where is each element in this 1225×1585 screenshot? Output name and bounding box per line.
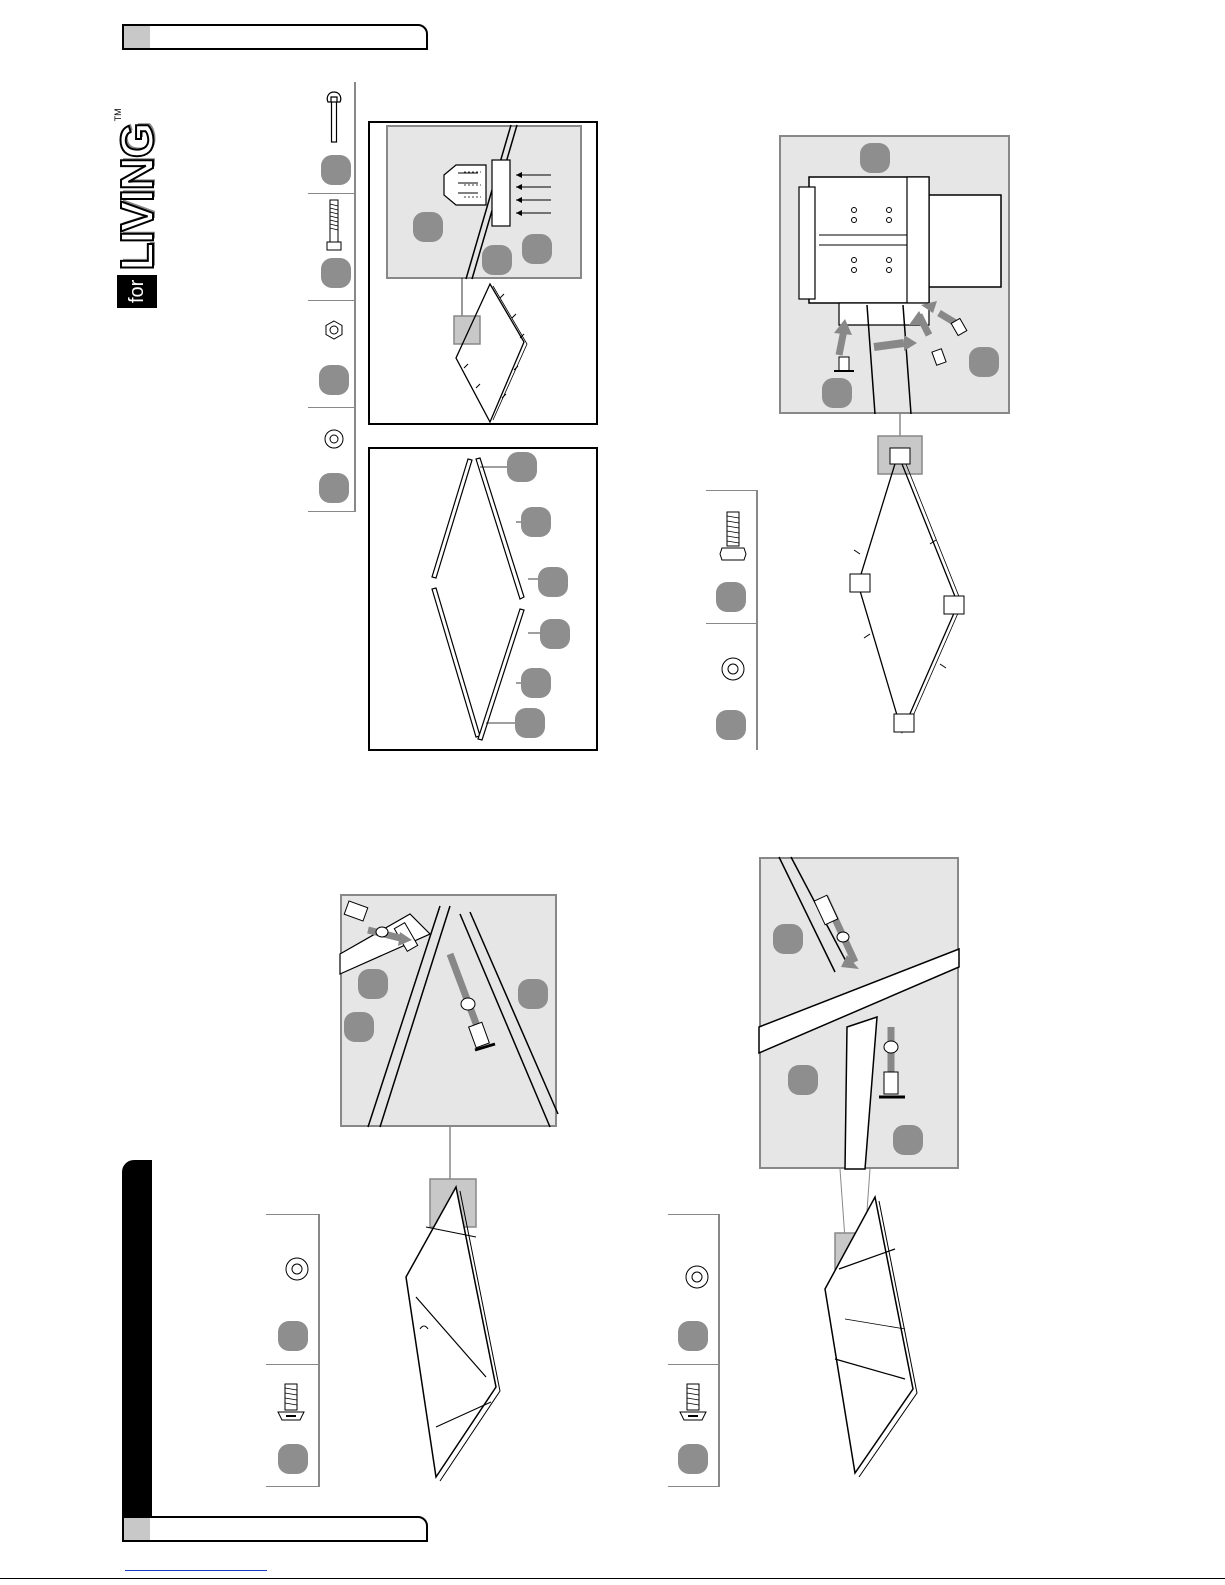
- callout-step3-bolt: [716, 582, 746, 612]
- brand-logo: [113, 78, 161, 308]
- washer-icon: [720, 656, 746, 682]
- callout-part-6: [515, 708, 545, 738]
- wrench-icon: [322, 88, 346, 148]
- footer-link-underline[interactable]: [125, 1570, 267, 1571]
- step2-parts-drawing: [368, 447, 598, 751]
- callout-part-3: [538, 567, 568, 597]
- callout-step5-part-c: [893, 1125, 923, 1155]
- callout-step4-part-a: [358, 969, 388, 999]
- bolt-icon: [326, 198, 342, 254]
- footer-tab: [122, 1516, 428, 1542]
- callout-step5-part-a: [773, 924, 803, 954]
- strip-divider: [266, 1486, 320, 1487]
- callout-step5-screw: [678, 1444, 708, 1474]
- strip-divider: [706, 490, 758, 491]
- strip-divider: [266, 1364, 320, 1365]
- header-tab: [122, 24, 428, 50]
- callout-step1-screws: [522, 234, 552, 264]
- flange-screw-icon: [678, 1382, 708, 1426]
- hex-nut-icon: [324, 320, 344, 340]
- callout-part-5: [521, 668, 551, 698]
- callout-wrench: [321, 155, 351, 185]
- strip-divider: [308, 511, 356, 512]
- strip-divider: [668, 1486, 720, 1487]
- callout-part-1: [507, 452, 537, 482]
- callout-step1-bracket: [413, 212, 443, 242]
- header-tab-marker: [122, 24, 150, 50]
- callout-post: [860, 143, 890, 173]
- callout-step5-washer: [678, 1321, 708, 1351]
- strip-divider: [668, 1364, 720, 1365]
- callout-bolt: [321, 258, 351, 288]
- strip-divider: [266, 1214, 320, 1215]
- step5-frame-drawing: [815, 1169, 925, 1479]
- callout-step4-washer: [278, 1321, 308, 1351]
- callout-step4-part-c: [344, 1012, 374, 1042]
- logo-trademark: TM: [113, 108, 123, 122]
- callout-step3-washer: [716, 710, 746, 740]
- callout-step4-screw: [278, 1444, 308, 1474]
- callout-part-4: [540, 619, 570, 649]
- step1-frame-drawing: [440, 278, 540, 424]
- washer-icon: [323, 428, 345, 450]
- page-bottom-rule: [0, 1578, 1225, 1579]
- footer-tab-marker: [122, 1516, 150, 1542]
- step5-detail-drawing: [759, 857, 959, 1169]
- callout-step3-screw: [969, 347, 999, 377]
- step4-detail-drawing: [340, 894, 557, 1127]
- strip-divider: [308, 300, 356, 301]
- callout-step1-bar: [482, 245, 512, 275]
- callout-washer: [319, 473, 349, 503]
- callout-step3-bar: [822, 378, 852, 408]
- strip-divider: [308, 407, 356, 408]
- step3-frame-drawing: [840, 414, 980, 744]
- callout-step4-part-b: [518, 979, 548, 1009]
- strip-divider: [668, 1214, 720, 1215]
- callout-nut: [319, 365, 349, 395]
- bolt-icon: [718, 510, 748, 566]
- logo-prefix: for: [117, 275, 157, 308]
- callout-step5-part-b: [788, 1065, 818, 1095]
- strip-divider: [308, 193, 356, 194]
- strip-divider: [706, 623, 758, 624]
- logo-wordmark: LIVING: [111, 123, 163, 271]
- callout-part-2: [521, 507, 551, 537]
- flange-screw-icon: [276, 1382, 306, 1426]
- step4-frame-drawing: [396, 1127, 506, 1487]
- washer-icon: [684, 1264, 710, 1290]
- washer-icon: [284, 1256, 310, 1282]
- section-side-bar: [122, 1160, 152, 1516]
